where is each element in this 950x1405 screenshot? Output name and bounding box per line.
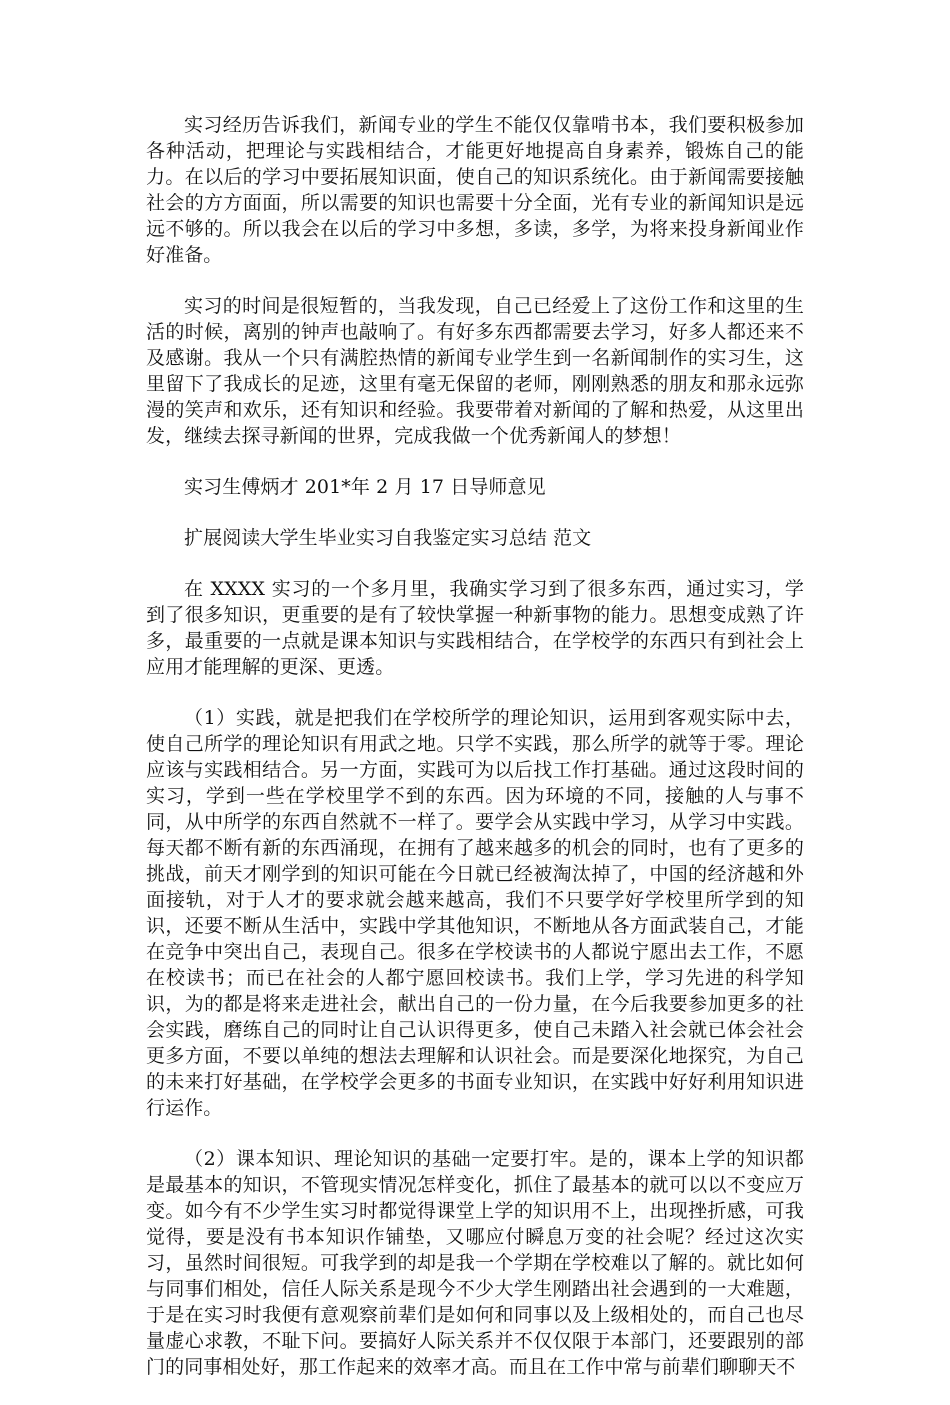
paragraph-extended-reading-title: 扩展阅读大学生毕业实习自我鉴定实习总结 范文 [184, 527, 592, 549]
paragraph-farewell: 实习的时间是很短暂的，当我发现，自己已经爱上了这份工作和这里的生活的时候，离别的钟声也敲响了。有好多东西都需要去学习，好多人都还来不及感谢。我从一个只有满腔热情的新闻专业学生到一名新闻制作的实习生，这里留下了我成长的足迹，这里有毫无保留的老师，刚刚熟悉的朋友和那永远弥漫的笑声和欢乐，还有知识和经验。我要带着对新闻的了解和热爱，从这里出发，继续去探寻新闻的世界，完成我做一个优秀新闻人的梦想！ [146, 295, 804, 447]
paragraph-intro: 在 XXXX 实习的一个多月里，我确实学习到了很多东西，通过实习，学到了很多知识，更重要的是有了较快掌握一种新事物的能力。思想变成熟了许多，最重要的一点就是课本知识与实践相结合，在学校学的东西只有到社会上应用才能理解的更深、更透。 [146, 578, 804, 678]
document-page [146, 112, 804, 1405]
paragraph-internship-lessons: 实习经历告诉我们，新闻专业的学生不能仅仅靠啃书本，我们要积极参加各种活动，把理论与实践相结合，才能更好地提高自身素养，锻炼自己的能力。在以后的学习中要拓展知识面，使自己的知识系统化。由于新闻需要接触社会的方方面面，所以需要的知识也需要十分全面，光有专业的新闻知识是远远不够的。所以我会在以后的学习中多想，多读，多学，为将来投身新闻业作好准备。 [146, 114, 804, 266]
paragraph-practice: （1）实践，就是把我们在学校所学的理论知识，运用到客观实际中去，使自己所学的理论知识有用武之地。只学不实践，那么所学的就等于零。理论应该与实践相结合。另一方面，实践可为以后找工作打基础。通过这段时间的实习，学到一些在学校里学不到的东西。因为环境的不同，接触的人与事不同，从中所学的东西自然就不一样了。要学会从实践中学习，从学习中实践。每天都不断有新的东西涌现，在拥有了越来越多的机会的同时，也有了更多的挑战，前天才刚学到的知识可能在今日就已经被淘汰掉了，中国的经济越和外面接轨，对于人才的要求就会越来越高，我们不只要学好学校里所学到的知识，还要不断从生活中，实践中学其他知识，不断地从各方面武装自己，才能在竞争中突出自己，表现自己。很多在学校读书的人都说宁愿出去工作，不愿在校读书；而已在社会的人都宁愿回校读书。我们上学，学习先进的科学知识，为的都是将来走进社会，献出自己的一份力量，在今后我要参加更多的社会实践，磨练自己的同时让自己认识得更多，使自己未踏入社会就已体会社会更多方面，不要以单纯的想法去理解和认识社会。而是要深化地探究，为自己的未来打好基础，在学校学会更多的书面专业知识，在实践中好好利用知识进行运作。 [146, 707, 804, 1119]
paragraph-textbook-knowledge: （2）课本知识、理论知识的基础一定要打牢。是的，课本上学的知识都是最基本的知识，不管现实情况怎样变化，抓住了最基本的就可以以不变应万变。如今有不少学生实习时都觉得课堂上学的知识用不上，出现挫折感，可我觉得，要是没有书本知识作铺垫，又哪应付瞬息万变的社会呢？经过这次实习，虽然时间很短。可我学到的却是我一个学期在学校难以了解的。就比如何与同事们相处，信任人际关系是现今不少大学生刚踏出社会遇到的一大难题，于是在实习时我便有意观察前辈们是如何和同事以及上级相处的，而自己也尽量虚心求教，不耻下问。要搞好人际关系并不仅仅限于本部门，还要跟别的部门的同事相处好，那工作起来的效率才高。而且在工作中常与前辈们聊聊天不 [146, 1148, 804, 1378]
paragraph-signature: 实习生傅炳才 201*年 2 月 17 日导师意见 [184, 476, 546, 498]
